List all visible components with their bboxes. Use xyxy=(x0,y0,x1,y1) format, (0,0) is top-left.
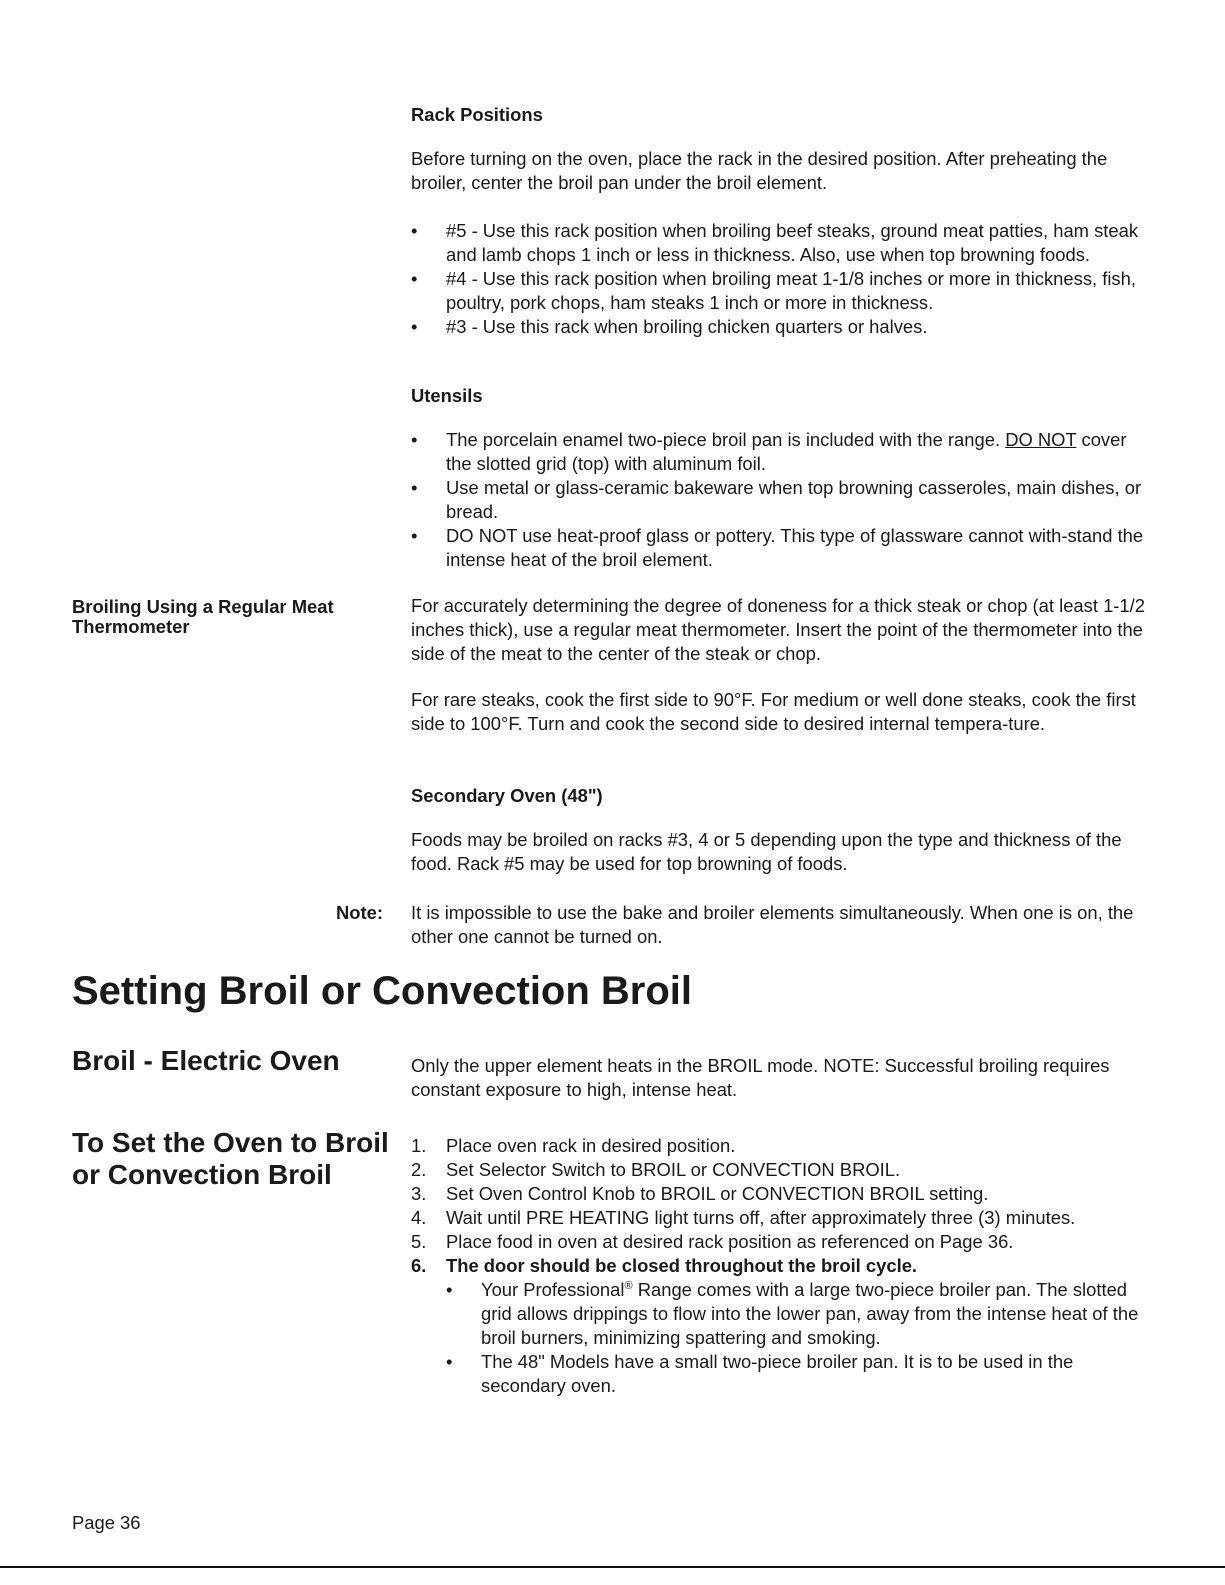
rack-positions-intro: Before turning on the oven, place the rack in the desired position. After preheating the broiler, center the broil pan under the broil element. xyxy=(411,148,1108,193)
list-item xyxy=(411,524,1146,572)
step-number: 3. xyxy=(411,1183,427,1204)
step-number: 2. xyxy=(411,1159,427,1180)
thermometer-section xyxy=(411,594,1146,736)
step-number: 6. xyxy=(411,1255,427,1276)
secondary-oven-text: Foods may be broiled on racks #3, 4 or 5 depending upon the type and thickness of the food. Rack #5 may be used for top browning of foods. xyxy=(411,829,1122,874)
bottom-rule xyxy=(0,1566,1225,1568)
list-item-text: cover the slotted grid (top) with aluminum foil. xyxy=(446,429,1127,474)
step-item xyxy=(411,1182,1146,1206)
thermometer-para-1: For accurately determining the degree of doneness for a thick steak or chop (at least 1-1/2 inches thick), use a regular meat thermometer. Insert the point of the thermometer into the side of the meat to the center of the steak or chop. xyxy=(411,595,1145,664)
step-text: Set Selector Switch to BROIL or CONVECTION BROIL. xyxy=(446,1159,901,1180)
list-item xyxy=(411,267,1146,315)
step-item xyxy=(411,1254,1146,1278)
thermometer-side-heading: Broiling Using a Regular Meat Thermometer xyxy=(72,596,334,637)
page-number: Page 36 xyxy=(72,1512,141,1533)
registered-mark: ® xyxy=(624,1279,633,1292)
bullet: • xyxy=(411,477,418,498)
step-text: The door should be closed throughout the broil cycle. xyxy=(446,1255,918,1276)
list-item-text: The porcelain enamel two-piece broil pan is included with the range. xyxy=(446,429,1006,450)
utensils-list xyxy=(411,428,1146,572)
note-text: It is impossible to use the bake and broiler elements simultaneously. When one is on, the other one cannot be turned on. xyxy=(411,902,1134,947)
list-item-text: Range comes with a large two-piece broiler pan. The slotted grid allows drippings to flow into the lower pan, away from the intense heat of the broil burners, minimizing spattering and smoking. xyxy=(481,1279,1139,1348)
list-item xyxy=(411,428,1146,476)
bullet: • xyxy=(446,1351,453,1372)
bullet: • xyxy=(411,316,418,337)
broil-electric-heading: Broil - Electric Oven xyxy=(72,1045,340,1076)
step-text: Place oven rack in desired position. xyxy=(446,1135,736,1156)
bullet: • xyxy=(411,525,418,546)
step-number: 4. xyxy=(411,1207,427,1228)
secondary-oven-section xyxy=(411,784,1146,876)
list-item xyxy=(446,1278,1146,1350)
step-text: Wait until PRE HEATING light turns off, after approximately three (3) minutes. xyxy=(446,1207,1076,1228)
rack-positions-heading: Rack Positions xyxy=(411,104,543,125)
list-item-text: The 48" Models have a small two-piece broiler pan. It is to be used in the secondary oven. xyxy=(481,1351,1074,1396)
broil-electric-text: Only the upper element heats in the BROIL mode. NOTE: Successful broiling requires constant exposure to high, intense heat. xyxy=(411,1055,1110,1100)
note-label: Note: xyxy=(336,902,383,923)
step-text: Place food in oven at desired rack position as referenced on Page 36. xyxy=(446,1231,1014,1252)
steps-list xyxy=(411,1134,1146,1278)
list-item-text: #5 - Use this rack position when broiling beef steaks, ground meat patties, ham steak and lamb chops 1 inch or less in thickness. Also, use when top browning foods. xyxy=(446,220,1139,265)
bullet: • xyxy=(411,220,418,241)
step-item xyxy=(411,1158,1146,1182)
step-number: 1. xyxy=(411,1135,427,1156)
list-item-text: #4 - Use this rack position when broiling meat 1-1/8 inches or more in thickness, fish, poultry, pork chops, ham steaks 1 inch or more in thickness. xyxy=(446,268,1136,313)
rack-positions-list xyxy=(411,219,1146,339)
set-oven-steps xyxy=(411,1134,1146,1398)
step-number: 5. xyxy=(411,1231,427,1252)
list-item-text: DO NOT use heat-proof glass or pottery. This type of glassware cannot with-stand the intense heat of the broil element. xyxy=(446,525,1144,570)
utensils-heading: Utensils xyxy=(411,385,483,406)
rack-positions-section xyxy=(411,103,1146,339)
broiler-pan-notes xyxy=(446,1278,1146,1398)
secondary-oven-heading: Secondary Oven (48") xyxy=(411,785,603,806)
list-item xyxy=(411,476,1146,524)
bullet: • xyxy=(411,429,418,450)
bullet: • xyxy=(411,268,418,289)
list-item-text: Use metal or glass-ceramic bakeware when top browning casseroles, main dishes, or bread. xyxy=(446,477,1142,522)
step-item xyxy=(411,1134,1146,1158)
bullet: • xyxy=(446,1279,453,1300)
list-item-text: #3 - Use this rack when broiling chicken quarters or halves. xyxy=(446,316,928,337)
list-item xyxy=(411,219,1146,267)
list-item xyxy=(446,1350,1146,1398)
step-item xyxy=(411,1206,1146,1230)
set-oven-heading: To Set the Oven to Broil or Convection Broil xyxy=(72,1127,389,1190)
utensils-section xyxy=(411,384,1146,572)
step-item xyxy=(411,1230,1146,1254)
list-item xyxy=(411,315,1146,339)
step-text: Set Oven Control Knob to BROIL or CONVECTION BROIL setting. xyxy=(446,1183,989,1204)
page-title: Setting Broil or Convection Broil xyxy=(72,969,693,1013)
list-item-text: Your Professional xyxy=(481,1279,625,1300)
thermometer-para-2: For rare steaks, cook the first side to 90°F. For medium or well done steaks, cook the first side to 100°F. Turn and cook the second side to desired internal tempera-ture. xyxy=(411,689,1136,734)
underlined-warning: DO NOT xyxy=(1005,429,1077,450)
